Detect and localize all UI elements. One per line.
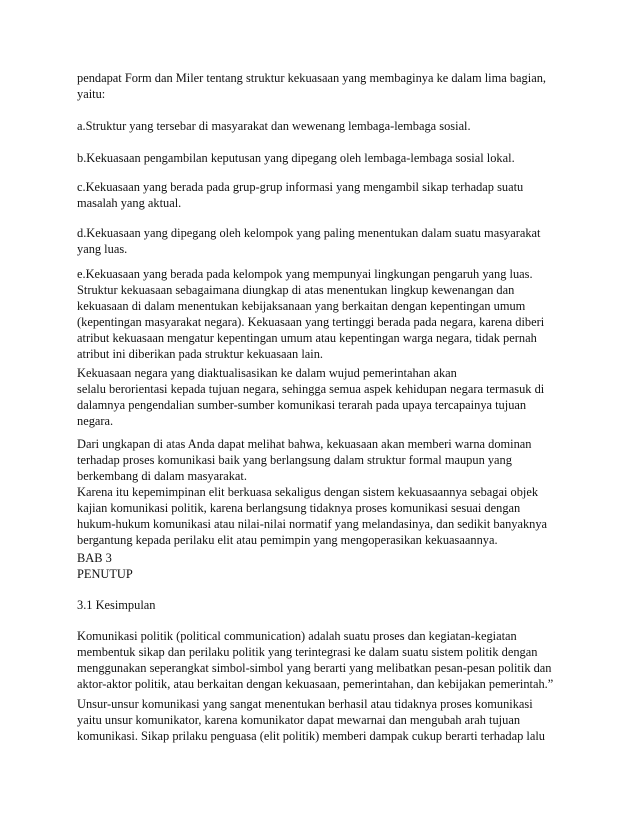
paragraph-point-a — [77, 118, 569, 134]
chapter-title: PENUTUP — [77, 567, 133, 581]
paragraph-point-c — [77, 179, 569, 211]
text-line: d.Kekuasaan yang dipegang oleh kelompok yang paling menentukan dalam suatu masyarakat — [77, 226, 541, 240]
paragraph-komunikasi-politik — [77, 628, 569, 692]
text-line: Komunikasi politik (political communication) adalah suatu proses dan kegiatan-kegiatan — [77, 629, 517, 643]
text-line: Kekuasaan negara yang diaktualisasikan ke dalam wujud pemerintahan akan — [77, 366, 457, 380]
text-line: yaitu: — [77, 87, 106, 101]
text-line: selalu berorientasi kepada tujuan negara, sehingga semua aspek kehidupan negara termasuk di — [77, 382, 545, 396]
text-line: Dari ungkapan di atas Anda dapat melihat bahwa, kekuasaan akan memberi warna dominan — [77, 437, 532, 451]
section-heading — [77, 597, 569, 613]
text-line: berkembang di dalam masyarakat. — [77, 469, 247, 483]
text-line: Karena itu kepemimpinan elit berkuasa sekaligus dengan sistem kekuasaannya sebagai objek — [77, 485, 539, 499]
text-line: hukum-hukum komunikasi atau nilai-nilai normatif yang melandasinya, dan sedikit banyaknya — [77, 517, 548, 531]
paragraph-kekuasaan-negara — [77, 365, 569, 429]
text-line: a.Struktur yang tersebar di masyarakat dan wewenang lembaga-lembaga sosial. — [77, 119, 471, 133]
paragraph-dari-ungkapan — [77, 436, 569, 548]
text-line: kajian komunikasi politik, karena berlangsung tidaknya proses komunikasi sesuai dengan — [77, 501, 521, 515]
text-line: Struktur kekuasaan sebagaimana diungkap di atas menentukan lingkup kewenangan dan — [77, 283, 515, 297]
text-line: e.Kekuasaan yang berada pada kelompok yang mempunyai lingkungan pengaruh yang luas. — [77, 267, 533, 281]
text-line: terhadap proses komunikasi baik yang berlangsung dalam struktur formal maupun yang — [77, 453, 512, 467]
paragraph-point-b — [77, 150, 569, 166]
text-line: (kepentingan masyarakat negara). Kekuasaan yang tertinggi berada pada negara, karena diberi — [77, 315, 545, 329]
section-title: 3.1 Kesimpulan — [77, 598, 156, 612]
text-line: masalah yang aktual. — [77, 196, 182, 210]
paragraph-point-e — [77, 266, 569, 362]
text-line: atribut kekuasaan mengatur kepentingan umum atau kepentingan warga negara, tidak pernah — [77, 331, 537, 345]
text-line: c.Kekuasaan yang berada pada grup-grup informasi yang mengambil sikap terhadap suatu — [77, 180, 524, 194]
text-line: komunikasi. Sikap prilaku penguasa (elit politik) memberi dampak cukup berarti terhadap lalu — [77, 729, 545, 743]
text-line: negara. — [77, 414, 114, 428]
text-line: yang luas. — [77, 242, 128, 256]
chapter-heading — [77, 550, 569, 582]
text-line: membentuk sikap dan perilaku politik yang terintegrasi ke dalam suatu sistem politik dengan — [77, 645, 538, 659]
text-line: dalamnya pengendalian sumber-sumber komunikasi terarah pada upaya tercapainya tujuan — [77, 398, 527, 412]
text-line: Unsur-unsur komunikasi yang sangat menentukan berhasil atau tidaknya proses komunikasi — [77, 697, 533, 711]
text-line: bergantung kepada perilaku elit atau pemimpin yang mengoperasikan kekuasaannya. — [77, 533, 498, 547]
text-line: kekuasaan di dalam menentukan kebijaksanaan yang berkaitan dengan kepentingan umum — [77, 299, 526, 313]
paragraph-unsur-unsur — [77, 696, 569, 744]
text-line: menggunakan seperangkat simbol-simbol yang berarti yang melibatkan pesan-pesan politik dan — [77, 661, 552, 675]
text-line: atribut ini diberikan pada struktur kekuasaan lain. — [77, 347, 324, 361]
paragraph-form-miler — [77, 70, 569, 102]
text-line: pendapat Form dan Miler tentang struktur kekuasaan yang membaginya ke dalam lima bagian, — [77, 71, 546, 85]
text-line: b.Kekuasaan pengambilan keputusan yang dipegang oleh lembaga-lembaga sosial lokal. — [77, 151, 515, 165]
text-line: yaitu unsur komunikator, karena komunikator dapat mewarnai dan mengubah arah tujuan — [77, 713, 521, 727]
chapter-number: BAB 3 — [77, 551, 112, 565]
text-line: aktor-aktor politik, atau berkaitan dengan kekuasaan, pemerintahan, dan kebijakan pemerintah.” — [77, 677, 554, 691]
paragraph-point-d — [77, 225, 569, 257]
